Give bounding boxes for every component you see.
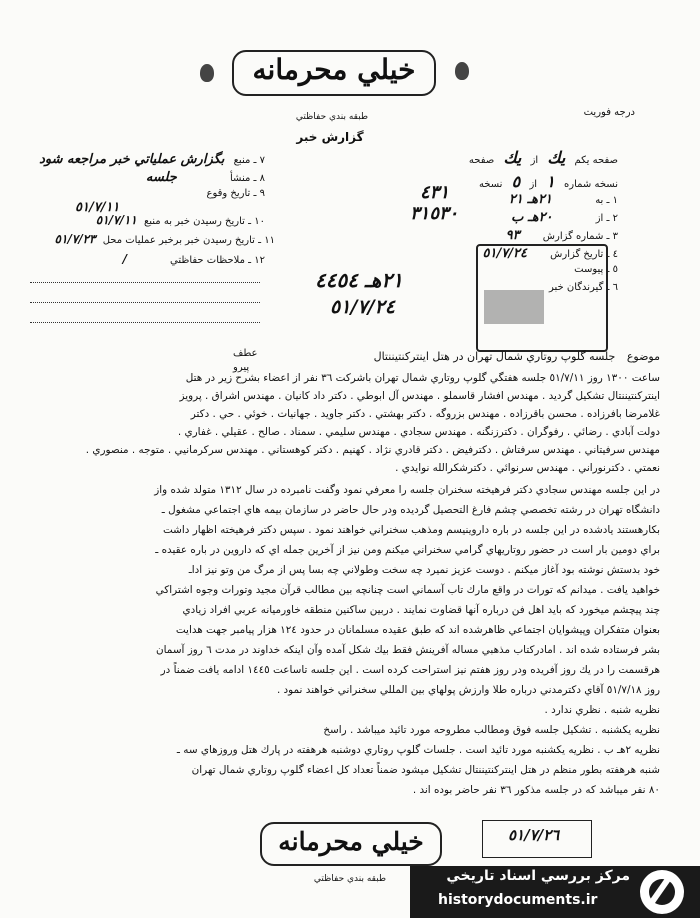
subject-text: جلسه گلوپ روتاري شمال تهران در هتل اينتركنتيننتال — [373, 350, 616, 363]
right-field-attachment: ٥ ـ پيوست — [574, 264, 618, 275]
dotted-line-2 — [30, 302, 260, 303]
left-field-date-received-ops: ١١ ـ تاريخ رسيدن خبر برخبر عمليات محل ٥١/٧/٢٣ — [54, 232, 275, 246]
classification-stamp-bottom — [260, 822, 442, 866]
body-line: دولت آبادي . رضائي . رفوگران . دكترزنگنه . مهندس سجادي . مهندس سليمي . سمناد . صالح . عقيلي . غفاري . — [177, 426, 660, 438]
stamp-caption-bottom: طبقه بندي حفاظتي — [313, 874, 387, 884]
body-line: خواهيد يافت . ميدانم كه تورات در واقع مارك تاب آسماني است چنانچه بين مطالب قرآن مجيد وتورات وجوه اشتراكي — [155, 584, 660, 596]
subject-extra-label: عطف — [233, 348, 258, 359]
body-line: روز ٥١/٧/١٨ آقاي دكترمدني درباره طلا وارزش پولهاي بين المللي سخنراني خواهند نمود . — [276, 684, 660, 696]
right-field-page: صفحه يكم يك از يك صفحه — [468, 148, 618, 167]
handwritten-ref-date: ٥١/٧/٢٤ — [330, 296, 395, 318]
archive-date: ٥١/٧/٢٦ — [508, 826, 560, 844]
body-line: شنبه هرهفته بطور منظم در هتل اينتركنتيننتال تشكيل ميشود ضمناً تعداد كل اعضاء گلوپ روتاري شمال تهران — [191, 764, 660, 776]
subject-label: موضوع — [626, 350, 660, 363]
body-line: در اين جلسه مهندس سجادي دكتر فرهيخته سخنران جلسه را معرفي نمود وگفت نامبرده در سال ١٣١٢ متولد شده واز — [154, 484, 660, 496]
stamp-text: خيلي محرمانه — [252, 53, 416, 86]
handwritten-number-2: ٣١٥٣٠ — [410, 203, 459, 224]
report-title: گزارش خبر — [296, 130, 364, 144]
body-line: غلامرضا بافرزاده . محسن باقرزاده . مهندس بزروگه . دكتر بهشتي . دكتر جاويد . جهانيات . خوئي . حي . دكتر — [190, 408, 660, 420]
priority-label: درجه فوريت — [583, 107, 635, 118]
watermark-title: مركز بررسي اسناد تاريخي — [446, 868, 630, 884]
left-field-origin: ٨ ـ منشأ جلسه — [145, 170, 265, 185]
date-occurred-value: ٥١/٧/١١ — [75, 200, 120, 215]
body-line: نظريه ٢هـ ب . نظريه يكشنبه مورد تائيد است . جلسات گلوپ روتاري دوشنبه هرهفته در پارك هتل وروزهاي سه ـ — [176, 744, 660, 756]
body-line: نظريه شنبه . نظري ندارد . — [544, 704, 660, 716]
body-line: اينتركنتيننتال تشكيل گرديد . مهندس افشار قاسملو . مهندس آل ابوطي . دكتر داد كانيان . مهندس اشراق . پرويز — [179, 390, 660, 402]
body-line: دانشگاه تهران در رشته تخصصي چشم فارغ التحصيل گرديده ودر حال حاضر در سازمان بيمه هاي اجتماعي مشغول ـ — [161, 504, 660, 516]
dotted-line-3 — [30, 322, 260, 323]
handwritten-number-1: ٤٣١ — [420, 182, 450, 203]
handwritten-ref-number: ٢١هـ ٤٤٥٤ — [315, 268, 403, 292]
body-line: هرقسمت را در يك روز آفريده ودر روز هفتم نيز استراحت كرده است . اين جلسه تاساعت ١٤٤٥ ادامه يافت ضمناً در — [160, 664, 660, 676]
body-line: نعمتي . دكترنوراني . مهندس سرنوائي . دكترشكرالله نوايدي . — [395, 462, 660, 474]
right-field-report-date: ٤ ـ تاريخ گزارش ٥١/٧/٢٤ — [482, 246, 618, 261]
watermark-url: historydocuments.ir — [438, 892, 598, 908]
right-field-copy: نسخه شماره ١ از ٥ نسخه — [478, 172, 618, 191]
right-field-from: ٢ ـ از ٢٠هـ ب — [511, 210, 618, 225]
ink-dot-left — [200, 64, 214, 82]
body-line: مهندس سرفيتاني . مهندس سرفتاش . دكترفيض . دكتر قادري نژاد . كهنيم . دكتر كوهستاني . مهندس سركرمانيي . متوجه . منصوري . — [85, 444, 660, 456]
ink-dot-right — [455, 62, 469, 80]
subject-line — [270, 350, 660, 363]
stamp-text: خيلي محرمانه — [278, 827, 424, 856]
subject-extra-label-2: پيرو — [233, 362, 250, 373]
body-line: بشر فرستاده شده اند . امادركتاب مذهبي مساله آفرينش فقط بيك شكل آمده وآن اينكه خداوند در مدت ٦ روز آسمان — [156, 644, 660, 656]
body-line: بعنوان متفكران وپيشوايان اجتماعي ظاهرشده اند كه طبق عقيده مسلمانان در حدود ١٢٤ هزار پيامبر جهت هدايت — [175, 624, 660, 636]
left-field-date-occurred: ٩ ـ تاريخ وقوع — [206, 188, 265, 199]
left-field-source: ٧ ـ منبع بگزارش عملياتي خبر مراجعه شود — [39, 152, 265, 167]
body-line: ساعت ١٣٠٠ روز ٥١/٧/١١ جلسه هفتگي گلوپ روتاري شمال تهران باشركت ٣٦ نفر از اعضاء بشرح زير در هتل — [185, 372, 660, 384]
right-field-report-number: ٣ ـ شماره گزارش ٩٣ — [505, 228, 618, 243]
body-line: نظريه يكشنبه . تشكيل جلسه فوق ومطالب مطروحه مورد تائيد ميباشد . راسخ — [323, 724, 660, 736]
right-field-to: ١ ـ به ٢١هـ ٢١ — [508, 192, 618, 207]
body-line: خود بدستش نوشته بود آغاز ميكنم . دوست عزيز نميرد چه سخت وطولاني چه بسا پس از مرگ من وتو نيز اداـ — [188, 564, 660, 576]
left-field-date-received-source: ١٠ ـ تاريخ رسيدن خبر به منبع ٥١/٧/١١ — [95, 213, 265, 227]
watermark-logo-icon — [640, 870, 684, 914]
body-line: براي دومين بار است در حضور روتاريهاي گرامي سخنراني ميكنم ومن نيز از آخرين جمله اي كه داروين در باره عقيده ـ — [155, 544, 660, 556]
body-line: بكارهستند يادشده در اين جلسه در باره داروينيسم ومذهب سخنراني خواهند نمود . سپس دكتر فرهيخته اظهار داشت — [162, 524, 660, 536]
stamp-caption: طبقه بندي حفاظتي — [295, 112, 369, 122]
classification-stamp-top — [232, 50, 436, 96]
received-stamp-inner — [484, 290, 544, 324]
right-field-recipients: ٦ ـ گيرندگان خبر — [548, 282, 618, 293]
body-line: ٨٠ نفر ميباشد كه در جلسه مذكور ٣٦ نفر حاضر بوده اند . — [412, 784, 660, 796]
body-line: چند پيچشم ميخورد كه بايد اهل فن درباره آنها قضاوت نمايند . دربين ساكنين منطقه خاورميانه عربي افراد زيادي — [182, 604, 660, 616]
left-field-security-notes: ١٢ ـ ملاحظات حفاظتي / — [122, 252, 265, 266]
dotted-line-1 — [30, 282, 260, 283]
